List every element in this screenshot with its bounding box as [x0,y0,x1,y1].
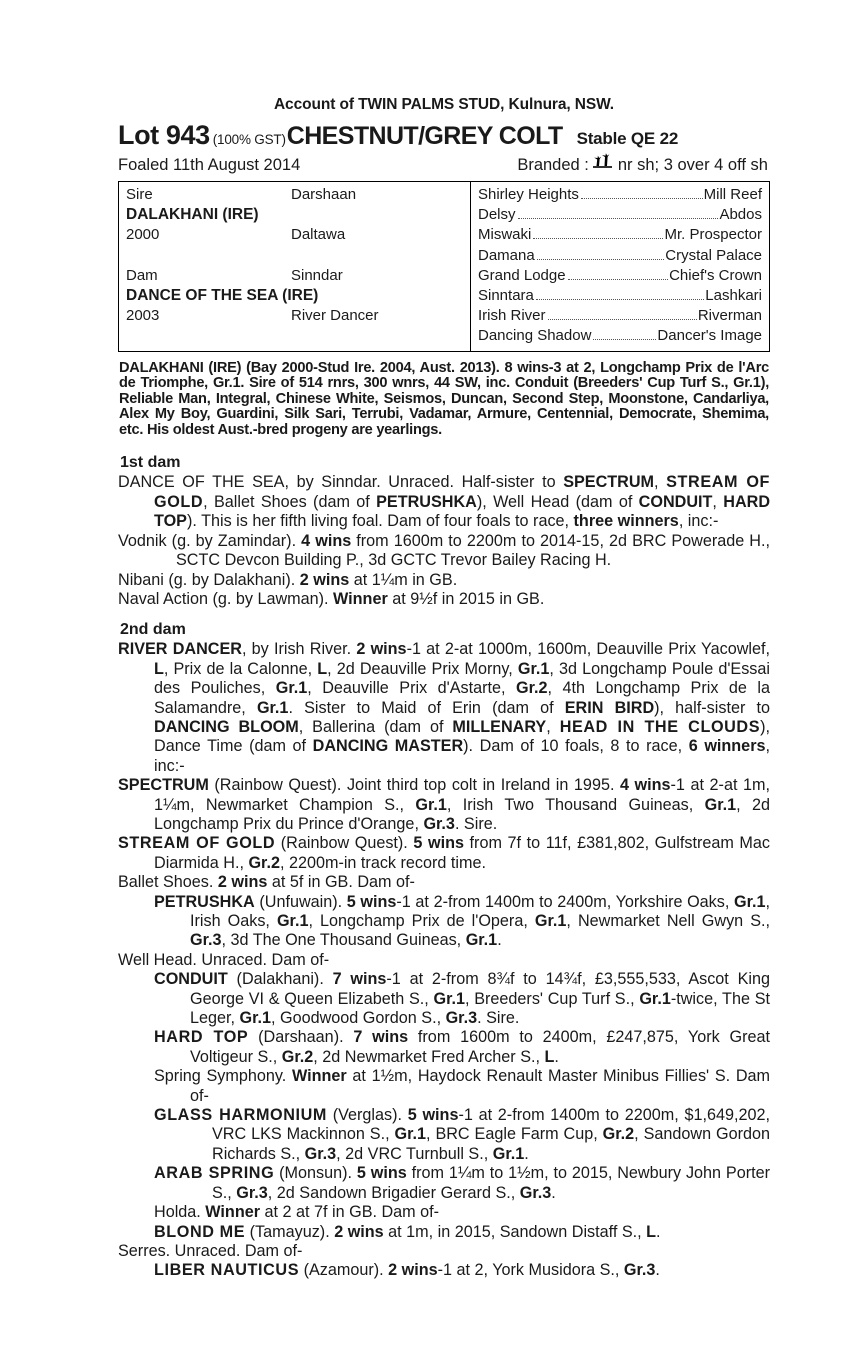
pedigree-third-generation [471,182,769,351]
entry-highlight: Gr.1 [276,912,309,930]
entry-highlight: Gr.3 [623,1261,656,1280]
entry-highlight: Gr.2 [248,853,280,872]
entry-text: , 3d The One Thousand Guineas, [221,931,466,950]
pedigree-gen3-row [478,266,762,286]
gen3-right-name: Riverman [697,307,762,325]
sire-label-row [126,185,470,205]
gen3-left-name: Miswaki [478,226,532,244]
first-dam-progeny-item [118,571,770,590]
entry-text: , Newmarket Nell Gwyn S., [566,912,771,930]
entry-highlight: L [646,1222,657,1241]
sire-name-row [126,205,470,225]
entry-text: , Irish Oaks, [190,892,771,930]
entry-text: (Unfuwain). [254,892,347,911]
entry-highlight: Gr.2 [281,1047,314,1066]
colour-and-sex: CHESTNUT/GREY COLT [286,122,563,150]
entry-name: GLASS HARMONIUM [154,1106,327,1125]
gen3-right-name: Abdos [719,206,762,224]
entry-highlight: Gr.3 [445,1009,478,1028]
second-dam-entry [118,1067,770,1106]
progeny-name: Vodnik (g. by Zamindar). [118,531,302,550]
entry-name: Holda. [154,1203,201,1222]
dam-sire: Sinndar [291,266,343,284]
entry-highlight: Gr.1 [734,892,766,911]
entry-text: from 1600m to 2400m, £247,875, York Great Voltigeur S., [190,1028,770,1066]
branded-info [517,153,768,175]
dot-leader [548,319,697,320]
pedigree-table [118,181,770,352]
gen3-right-name: Chief's Crown [669,266,762,284]
rd-t13: ). Dam of 10 foals, 8 to race, [463,737,689,756]
second-dam-entry [118,951,770,970]
entry-text: (Darshaan). [248,1028,354,1047]
entry-text: , Longchamp Prix de l'Opera, [308,912,535,930]
entry-name: Serres. Unraced. Dam of- [118,1241,303,1260]
pedigree-gap [126,246,470,266]
fd-bold-2: STREAM OF GOLD [154,473,770,511]
dot-leader [518,218,719,219]
entry-highlight: Gr.3 [236,1183,268,1202]
entry-text: , 2d Newmarket Fred Archer S., [313,1047,545,1066]
pedigree-gen3-row [478,205,762,225]
entry-text: , Sandown Gordon Richards S., [212,1125,770,1163]
fd-text-6: ). This is her fifth living foal. Dam of four foals to race, [186,512,574,531]
entry-text: -1 at 2, York Musidora S., [437,1261,624,1280]
progeny-detail: at 9½f in 2015 in GB. [387,589,545,608]
page-content [118,96,770,1281]
gen3-right-name: Lashkari [705,286,762,304]
rd-t11: , [546,717,560,736]
fd-bold-5: HARD TOP [154,492,771,531]
entry-text: at 1m, in 2015, Sandown Distaff S., [383,1222,647,1241]
second-dam-entry [118,1028,770,1067]
lot-header-line [118,120,770,151]
dam-year-row [126,306,470,326]
gen3-right-name: Mr. Prospector [664,226,762,244]
pedigree-gap-2 [126,326,470,346]
entry-text: at 5f in GB. Dam of- [267,873,415,892]
gen3-right-name: Dancer's Image [657,327,762,345]
second-dam-entries-list [118,776,770,1281]
second-dam-entry [118,1223,770,1242]
river-dancer-paragraph [118,640,770,776]
progeny-wins: Winner [333,589,388,608]
entry-text: -1 at 2-at 1m, 1¼m, Newmarket Champion S., [154,776,770,814]
entry-highlight: Gr.1 [433,989,465,1008]
first-dam-heading: 1st dam [120,454,181,472]
entry-text: . Sire. [477,1009,520,1028]
second-dam-entry [118,893,770,951]
entry-highlight: 5 wins [356,1164,407,1183]
first-dam-progeny-list [118,532,770,610]
sire-name: DALAKHANI (IRE) [126,206,259,224]
entry-text: , 2d Longchamp Prix du Prince d'Orange, [154,795,770,833]
gen3-right-name: Mill Reef [703,186,762,203]
fd-text-5: , [712,492,724,511]
fd-bold-6: three winners [573,512,679,531]
entry-text: -1 at 2-from 8¾f to 14¾f, £3,555,533, Ascot King George VI & Queen Elizabeth S., [190,970,770,1008]
gen3-left-name: Dancing Shadow [478,327,592,345]
dam-name: DANCE OF THE SEA (IRE) [126,286,319,304]
fd-text-4: ), Well Head (dam of [476,492,639,511]
entry-highlight: Gr.3 [190,931,222,950]
entry-text: , 2d VRC Turnbull S., [336,1144,493,1163]
rd-t7: , 4th Longchamp Prix de la Salamandre, [154,679,770,717]
dot-leader [536,299,704,300]
rd-b8: ERIN BIRD [564,698,655,717]
entry-highlight: 7 wins [332,970,387,989]
entry-name: CONDUIT [154,970,228,989]
entry-text: . [524,1144,529,1163]
gen3-right-name: Crystal Palace [665,246,762,264]
entry-text: at 2 at 7f in GB. Dam of- [260,1203,440,1222]
entry-highlight: 5 wins [413,834,464,853]
dot-leader [533,238,663,239]
rd-b3: L [317,659,328,678]
account-line: Account of TWIN PALMS STUD, Kulnura, NSW. [273,96,615,113]
entry-highlight: 2 wins [388,1261,438,1280]
sire-dam: Daltawa [291,226,346,244]
entry-text: , Breeders' Cup Turf S., [465,989,640,1008]
entry-text: . [655,1261,660,1280]
entry-highlight: 5 wins [407,1106,459,1125]
entry-name: Ballet Shoes. [118,873,214,892]
entry-text: -twice, The St Leger, [190,989,770,1028]
entry-highlight: L [544,1047,555,1066]
palm-tree-brand-icon [592,153,614,170]
entry-highlight: Winner [292,1067,347,1086]
entry-text: (Azamour). [299,1261,389,1280]
second-dam-entry [118,970,770,1028]
entry-highlight: Gr.1 [492,1144,525,1163]
entry-text: , 2200m-in track record time. [279,853,486,872]
entry-text: , Goodwood Gordon S., [271,1009,446,1028]
gen3-left-name: Sinntara [478,286,534,304]
sire-label: Sire [126,186,153,203]
gen3-left-name: Delsy [478,206,516,224]
progeny-name: Naval Action (g. by Lawman). [118,589,334,608]
river-dancer-name: RIVER DANCER [118,640,242,659]
rd-t6: , Deauville Prix d'Astarte, [307,679,517,698]
rd-t14: , inc:- [154,737,770,775]
first-dam-progeny-item [118,590,770,609]
entry-name: HARD TOP [154,1028,249,1047]
gen3-left-name: Damana [478,246,535,264]
entry-text: (Verglas). [327,1106,408,1125]
dot-leader [568,279,669,280]
second-dam-entry [118,776,770,834]
second-dam-entry [118,1261,770,1280]
entry-highlight: 5 wins [346,892,397,911]
rd-b7: Gr.1 [256,698,289,717]
dam-label-row [126,266,470,286]
entry-text: . [551,1183,556,1202]
progeny-wins: 2 wins [299,570,350,589]
entry-highlight: 7 wins [353,1028,409,1047]
entry-name: BLOND ME [154,1222,246,1241]
entry-highlight: 2 wins [334,1222,384,1241]
entry-highlight: Gr.3 [519,1183,552,1202]
rd-b13: 6 winners [688,737,766,756]
progeny-name: Nibani (g. by Dalakhani). [118,570,300,589]
entry-highlight: Gr.1 [415,795,447,814]
entry-highlight: Gr.1 [639,989,671,1008]
rd-b6: Gr.2 [516,679,548,698]
entry-highlight: Gr.1 [239,1009,272,1028]
entry-text: . [497,931,502,950]
entry-highlight: Gr.1 [704,795,737,814]
entry-text: -1 at 2-from 1400m to 2400m, Yorkshire Oaks, [396,892,735,911]
entry-text: from 7f to 11f, £381,802, Gulfstream Mac Diarmida H., [154,834,771,872]
second-dam-entry [118,1164,770,1203]
entry-text: at 1½m, Haydock Renault Master Minibus Fillies' S. Dam of- [190,1067,771,1105]
rd-b2: L [154,659,164,678]
sire-sire: Darshaan [291,186,357,203]
gen3-left-name: Grand Lodge [478,266,566,284]
rd-t12: ), Dance Time (dam of [154,717,771,756]
second-dam-entry [118,1242,770,1261]
rd-t1: , by Irish River. [241,640,357,659]
rd-t2: -1 at 2-at 1000m, 1600m, Deauville Prix Yacowlef, [406,640,770,659]
gst-note: (100% GST) [212,132,286,147]
pedigree-gen3-row [478,246,762,266]
rd-t3: , Prix de la Calonne, [163,659,318,678]
foaled-date: Foaled 11th August 2014 [118,156,301,174]
fd-bold-1: SPECTRUM [563,473,655,492]
rd-b1: 2 wins [356,640,407,659]
entry-name: SPECTRUM [118,776,209,795]
rd-t4: , 2d Deauville Prix Morny, [327,659,518,678]
sire-summary: DALAKHANI (IRE) (Bay 2000-Stud Ire. 2004, Aust. 2013). 8 wins-3 at 2, Longchamp Prix de l'Arc de Triomphe, Gr.1. Sire of 514 rnrs, 300 wnrs, 44 SW, inc. Conduit (Breeders' Cup Turf S., Gr.1), Reliable Man, Integral, Chinese White, Seismos, Duncan, Second Step, Moonstone, Candarliya, Alex My Boy, Guardini, Silk Sari, Terrubi, Vadamar, Armure, Centennial, Democrate, Shemima, etc. His oldest Aust.-bred progeny are yearlings. [119,359,769,438]
dot-leader [593,339,656,340]
entry-text: . [656,1222,661,1241]
entry-text: , 2d Sandown Brigadier Gerard S., [267,1183,520,1202]
pedigree-gen3-row [478,225,762,245]
sire-year-row [126,225,470,245]
dot-leader [537,259,665,260]
entry-text: . [554,1047,559,1066]
fd-bold-4: CONDUIT [638,492,713,511]
progeny-wins: 4 wins [301,531,352,550]
entry-text: (Tamayuz). [245,1222,335,1241]
second-dam-entry [118,873,770,892]
rd-b12: DANCING MASTER [312,737,464,756]
entry-text: . Sire. [454,814,498,833]
entry-highlight: 4 wins [620,776,671,795]
first-dam-progeny-item [118,532,770,571]
entry-highlight: Gr.1 [394,1125,427,1144]
second-dam-heading: 2nd dam [120,621,186,639]
dam-year: 2003 [126,307,160,325]
entry-name: Spring Symphony. [154,1067,287,1086]
fd-text-7: , inc:- [678,512,719,531]
entry-text: (Dalakhani). [227,970,333,989]
rd-t10: , Ballerina (dam of [298,717,453,736]
fd-bold-3: PETRUSHKA [376,492,477,511]
rd-b5: Gr.1 [275,679,308,698]
entry-name: Well Head. Unraced. Dam of- [118,950,330,969]
entry-text: (Rainbow Quest). Joint third top colt in Ireland in 1995. [208,776,620,795]
lot-number: Lot 943 [118,120,210,150]
pedigree-gen3-row [478,185,762,205]
dam-dam: River Dancer [291,307,379,325]
entry-highlight: Gr.3 [423,814,455,833]
entry-highlight: Gr.1 [534,912,567,930]
fd-text-1: DANCE OF THE SEA, by Sinndar. Unraced. Half-sister to [118,473,564,492]
fd-text-3: , Ballet Shoes (dam of [203,492,377,511]
entry-text: (Rainbow Quest). [275,834,414,853]
pedigree-gen3-row [478,286,762,306]
gen3-left-name: Shirley Heights [478,186,579,203]
entry-highlight: Gr.3 [304,1144,337,1163]
rd-b10: MILLENARY [452,717,547,736]
progeny-detail: at 1¼m in GB. [349,570,458,589]
fd-text-2: , [654,473,667,492]
entry-text: , BRC Eagle Farm Cup, [426,1125,603,1144]
branded-label: Branded : [517,156,589,174]
stable-number: Stable QE 22 [576,129,679,148]
progeny-detail: from 1600m to 2200m to 2014-15, 2d BRC Powerade H., SCTC Devcon Building P., 3d GCTC Trevor Bailey Racing H. [176,531,770,570]
dam-label: Dam [126,266,158,284]
rd-t9: ), half-sister to [654,698,770,717]
entry-text: -1 at 2-from 1400m to 2200m, $1,649,202, VRC LKS Mackinnon S., [212,1106,770,1144]
entry-text: , Irish Two Thousand Guineas, [446,795,705,814]
second-dam-entry [118,834,770,873]
foaled-branded-row [118,153,770,175]
branded-detail: nr sh; 3 over 4 off sh [617,156,768,174]
rd-t5: , 3d Longchamp Poule d'Essai des Pouliches, [154,659,771,698]
gen3-left-name: Irish River [478,307,546,325]
rd-b9: DANCING BLOOM [154,717,299,736]
dot-leader [581,198,703,199]
entry-highlight: Winner [205,1203,261,1222]
entry-name: STREAM OF GOLD [118,834,276,853]
pedigree-left-column [119,182,471,351]
second-dam-entry [118,1203,770,1222]
second-dam-entry [118,1106,770,1164]
entry-name: PETRUSHKA [154,892,255,911]
entry-text: (Monsun). [274,1164,357,1183]
rd-b11: HEAD IN THE CLOUDS [559,717,761,736]
pedigree-gen3-row [478,306,762,326]
entry-name: LIBER NAUTICUS [154,1261,300,1280]
entry-text: from 1¼m to 1½m, to 2015, Newbury John Porter S., [212,1164,770,1202]
entry-highlight: Gr.2 [602,1125,635,1144]
rd-t8: . Sister to Maid of Erin (dam of [288,698,565,717]
sire-year: 2000 [126,226,160,244]
entry-name: ARAB SPRING [154,1164,275,1183]
dam-name-row [126,286,470,306]
rd-b4: Gr.1 [517,659,550,678]
pedigree-gen3-row [478,326,762,346]
entry-highlight: 2 wins [217,873,268,892]
entry-highlight: Gr.1 [465,931,498,950]
first-dam-paragraph [118,473,770,531]
